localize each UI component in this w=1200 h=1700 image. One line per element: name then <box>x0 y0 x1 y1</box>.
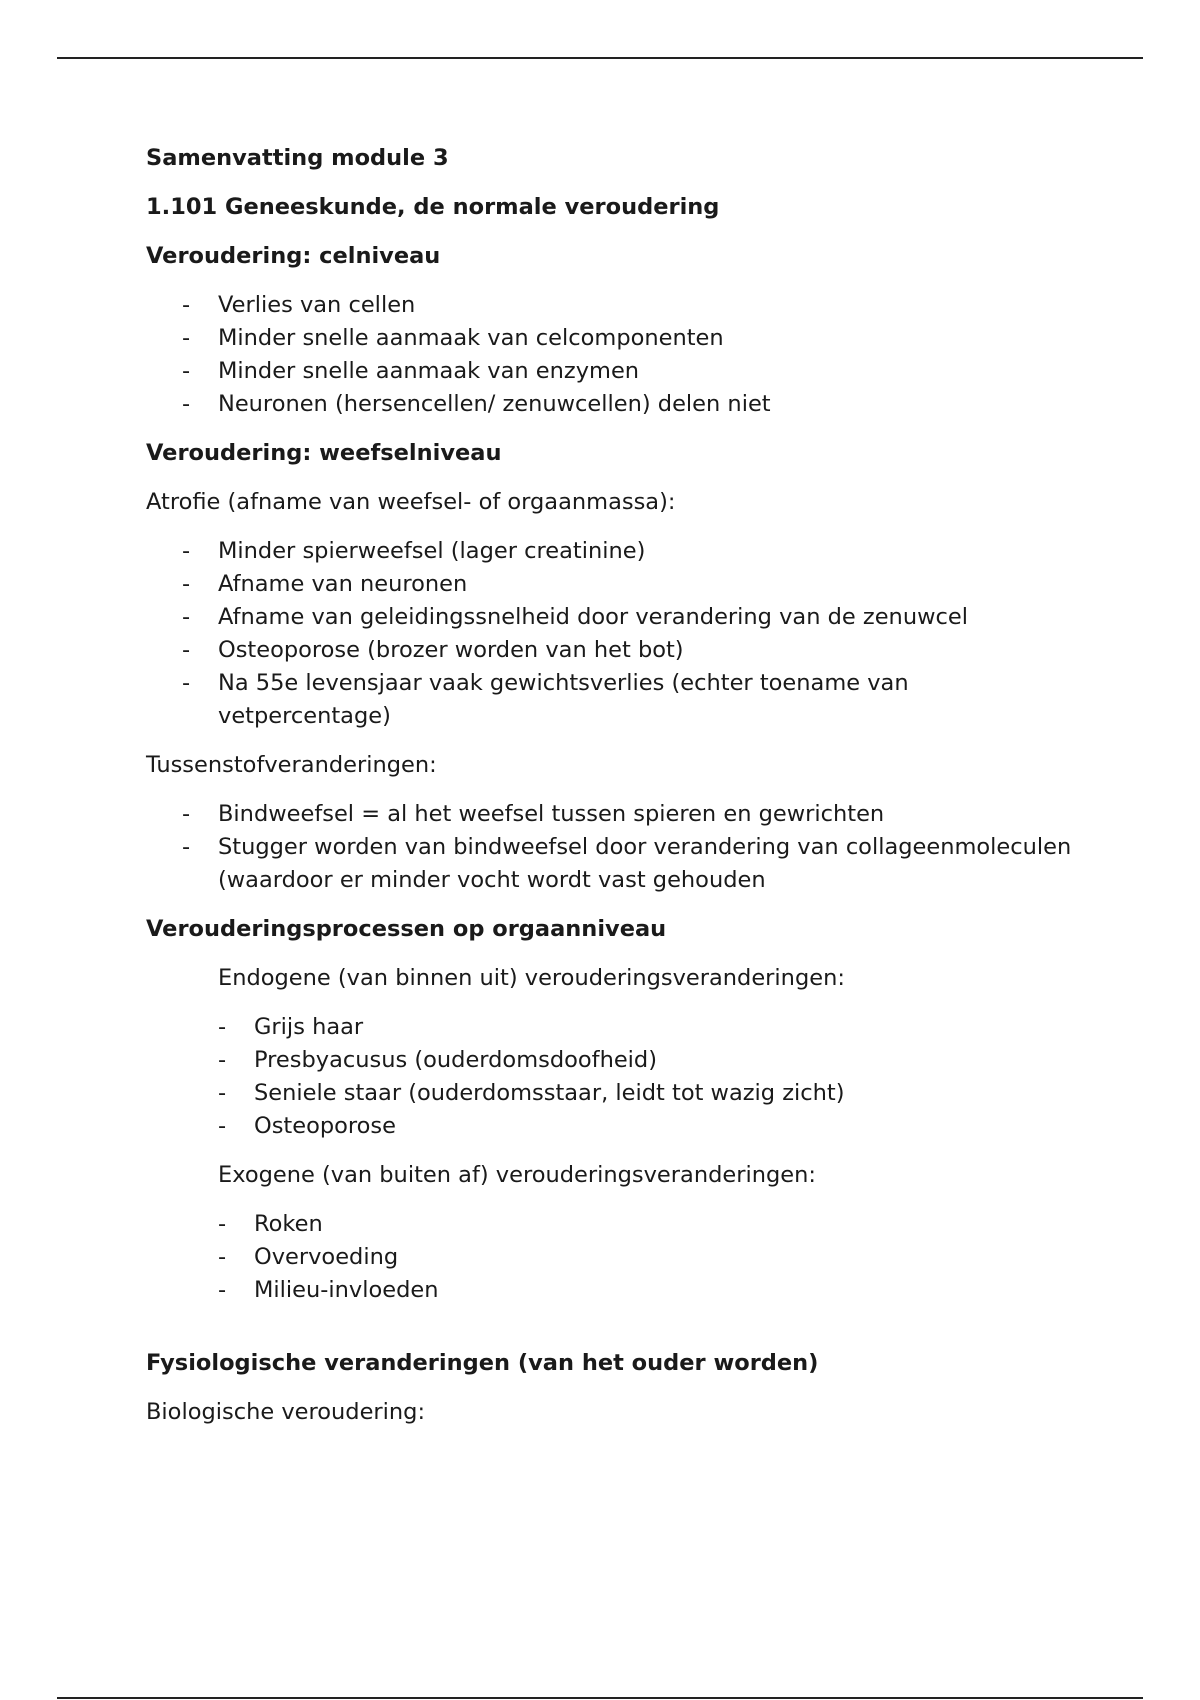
list-item: - Roken <box>218 1208 1086 1241</box>
list-item: - Overvoeding <box>218 1241 1086 1274</box>
cell-list <box>146 289 1086 421</box>
list-item: - Milieu-invloeden <box>218 1274 1086 1307</box>
list-item: - Osteoporose <box>218 1110 1086 1143</box>
list-item: - Afname van geleidingssnelheid door verandering van de zenuwcel <box>146 601 1086 634</box>
interstitial-list <box>146 798 1086 897</box>
footer-rule <box>57 1697 1143 1699</box>
document-title: Samenvatting module 3 <box>146 145 449 171</box>
list-item: - Bindweefsel = al het weefsel tussen spieren en gewrichten <box>146 798 1086 831</box>
list-item: - Seniele staar (ouderdomsstaar, leidt tot wazig zicht) <box>218 1077 1086 1110</box>
atrophy-list <box>146 535 1086 733</box>
list-item: - Minder spierweefsel (lager creatinine) <box>146 535 1086 568</box>
list-item: - Osteoporose (brozer worden van het bot) <box>146 634 1086 667</box>
atrophy-intro: Atrofie (afname van weefsel- of orgaanmassa): <box>146 489 676 515</box>
list-item: - Verlies van cellen <box>146 289 1086 322</box>
list-item: - Stugger worden van bindweefsel door verandering van collageenmoleculen (waardoor er minder vocht wordt vast gehouden <box>146 831 1086 897</box>
endogenous-intro: Endogene (van binnen uit) verouderingsveranderingen: <box>218 965 845 991</box>
exogenous-intro: Exogene (van buiten af) verouderingsveranderingen: <box>218 1162 816 1188</box>
list-item: - Neuronen (hersencellen/ zenuwcellen) delen niet <box>146 388 1086 421</box>
list-item: - Grijs haar <box>218 1011 1086 1044</box>
interstitial-intro: Tussenstofveranderingen: <box>146 752 437 778</box>
subsection-heading-physiology: Fysiologische veranderingen (van het ouder worden) <box>146 1350 819 1376</box>
spacer <box>146 1323 1086 1347</box>
exogenous-list <box>218 1208 1086 1307</box>
subsection-heading-organ: Verouderingsprocessen op orgaanniveau <box>146 916 667 942</box>
list-item: - Presbyacusus (ouderdomsdoofheid) <box>218 1044 1086 1077</box>
section-heading: 1.101 Geneeskunde, de normale veroudering <box>146 194 720 220</box>
document-body <box>146 142 1086 1445</box>
list-item: - Minder snelle aanmaak van celcomponenten <box>146 322 1086 355</box>
list-item: - Minder snelle aanmaak van enzymen <box>146 355 1086 388</box>
header-rule <box>57 57 1143 59</box>
subsection-heading-tissue: Veroudering: weefselniveau <box>146 440 502 466</box>
endogenous-list <box>218 1011 1086 1143</box>
list-item: - Afname van neuronen <box>146 568 1086 601</box>
organ-block <box>218 962 1086 1307</box>
physiology-intro: Biologische veroudering: <box>146 1399 426 1425</box>
subsection-heading-cell: Veroudering: celniveau <box>146 243 441 269</box>
list-item: - Na 55e levensjaar vaak gewichtsverlies (echter toename van vetpercentage) <box>146 667 1086 733</box>
